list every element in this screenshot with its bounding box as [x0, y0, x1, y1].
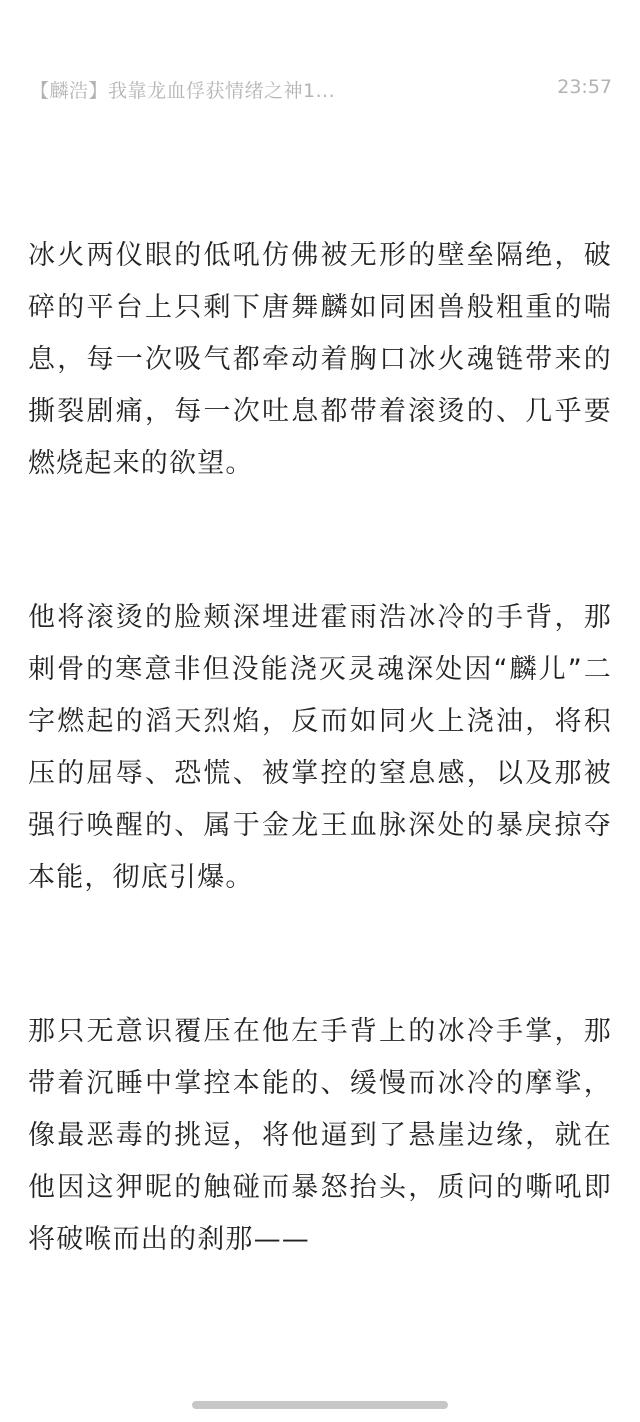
paragraph: 他将滚烫的脸颊深埋进霍雨浩冰冷的手背，那刺骨的寒意非但没能浇灭灵魂深处因“麟儿”二字燃起的滔天烈焰，反而如同火上浇油，将积压的屈辱、恐慌、被掌控的窒息感，以及那被强行唤醒的、属于金龙王血脉深处的暴戾掠夺本能，彻底引爆。: [28, 602, 612, 893]
paragraph: 冰火两仪眼的低吼仿佛被无形的壁垒隔绝，破碎的平台上只剩下唐舞麟如同困兽般粗重的喘息，每一次吸气都牵动着胸口冰火魂链带来的撕裂剧痛，每一次吐息都带着滚烫的、几乎要燃烧起来的欲望。: [28, 240, 612, 479]
chapter-title: 【麟浩】我靠龙血俘获情绪之神1...: [30, 80, 336, 102]
chapter-content[interactable]: [28, 230, 612, 1266]
reader-header: [30, 76, 612, 106]
home-indicator[interactable]: [192, 1401, 448, 1409]
clock-time: 23:57: [557, 76, 612, 98]
paragraph: 那只无意识覆压在他左手背上的冰冷手掌，那带着沉睡中掌控本能的、缓慢而冰冷的摩挲，像最恶毒的挑逗，将他逼到了悬崖边缘，就在他因这狎昵的触碰而暴怒抬头，质问的嘶吼即将破喉而出的刹那——: [28, 1016, 612, 1255]
